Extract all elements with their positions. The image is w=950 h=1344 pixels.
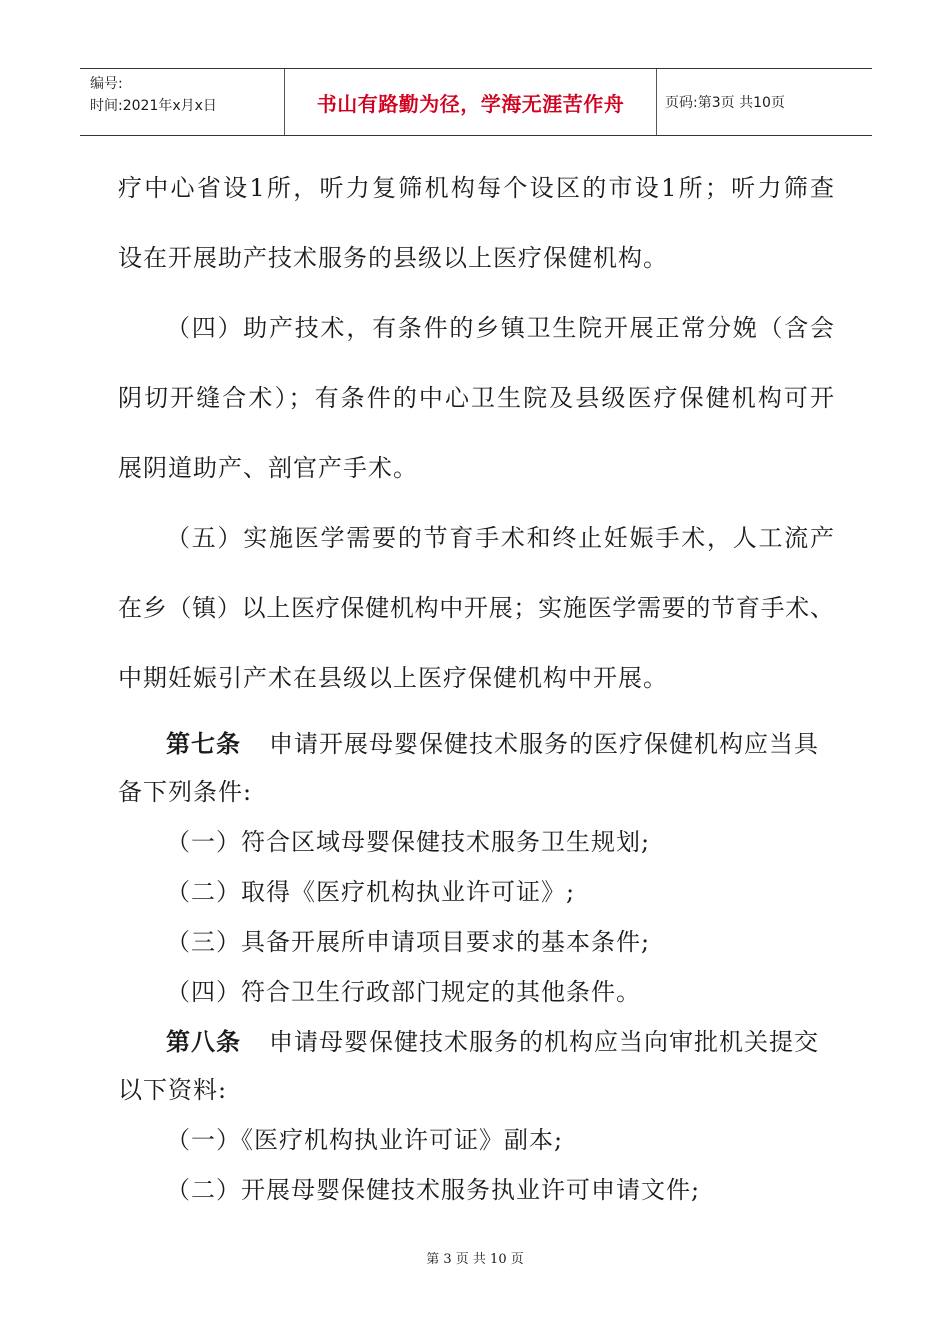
article-8-text: 申请母婴保健技术服务的机构应当向审批机关提交: [269, 1028, 819, 1056]
list-item: （一）符合区域母婴保健技术服务卫生规划;: [166, 828, 651, 856]
body-line: 阴切开缝合术）；有条件的中心卫生院及县级医疗保健机构可开: [118, 384, 834, 412]
header-motto: 书山有路勤为径，学海无涯苦作舟: [285, 69, 657, 135]
body-line: 备下列条件:: [118, 778, 253, 806]
doc-time: 时间:2021年x月x日: [90, 98, 217, 114]
body-line: 中期妊娠引产术在县级以上医疗保健机构中开展。: [118, 664, 668, 692]
body-line: 以下资料:: [118, 1076, 228, 1104]
list-item: （三）具备开展所申请项目要求的基本条件;: [166, 928, 651, 956]
article-7-title: 第七条: [166, 730, 241, 758]
list-item: （四）符合卫生行政部门规定的其他条件。: [166, 978, 641, 1006]
body-line: 疗中心省设1所，听力复筛机构每个设区的市设1所；听力筛查: [118, 174, 834, 202]
header-table: [80, 68, 872, 136]
article-7-text: 申请开展母婴保健技术服务的医疗保健机构应当具: [269, 730, 819, 758]
list-item: （二）取得《医疗机构执业许可证》;: [166, 878, 576, 906]
header-page-number: 页码:第3页 共10页: [665, 95, 785, 111]
article-8-title: 第八条: [166, 1028, 241, 1056]
body-line: 展阴道助产、剖官产手术。: [118, 454, 418, 482]
article-8-heading: [166, 1030, 819, 1054]
list-item: （二）开展母婴保健技术服务执业许可申请文件;: [166, 1176, 701, 1204]
body-line: 设在开展助产技术服务的县级以上医疗保健机构。: [118, 244, 668, 272]
body-line: （五）实施医学需要的节育手术和终止妊娠手术，人工流产: [166, 524, 834, 552]
list-item: （一）《医疗机构执业许可证》副本;: [166, 1126, 564, 1154]
doc-number: 编号:: [90, 76, 123, 92]
body-line: 在乡（镇）以上医疗保健机构中开展；实施医学需要的节育手术、: [118, 594, 834, 622]
page-footer: 第 3 页 共 10 页: [426, 1252, 524, 1267]
article-7-heading: [166, 732, 819, 756]
header-meta: [80, 69, 285, 135]
body-line: （四）助产技术，有条件的乡镇卫生院开展正常分娩（含会: [166, 314, 834, 342]
